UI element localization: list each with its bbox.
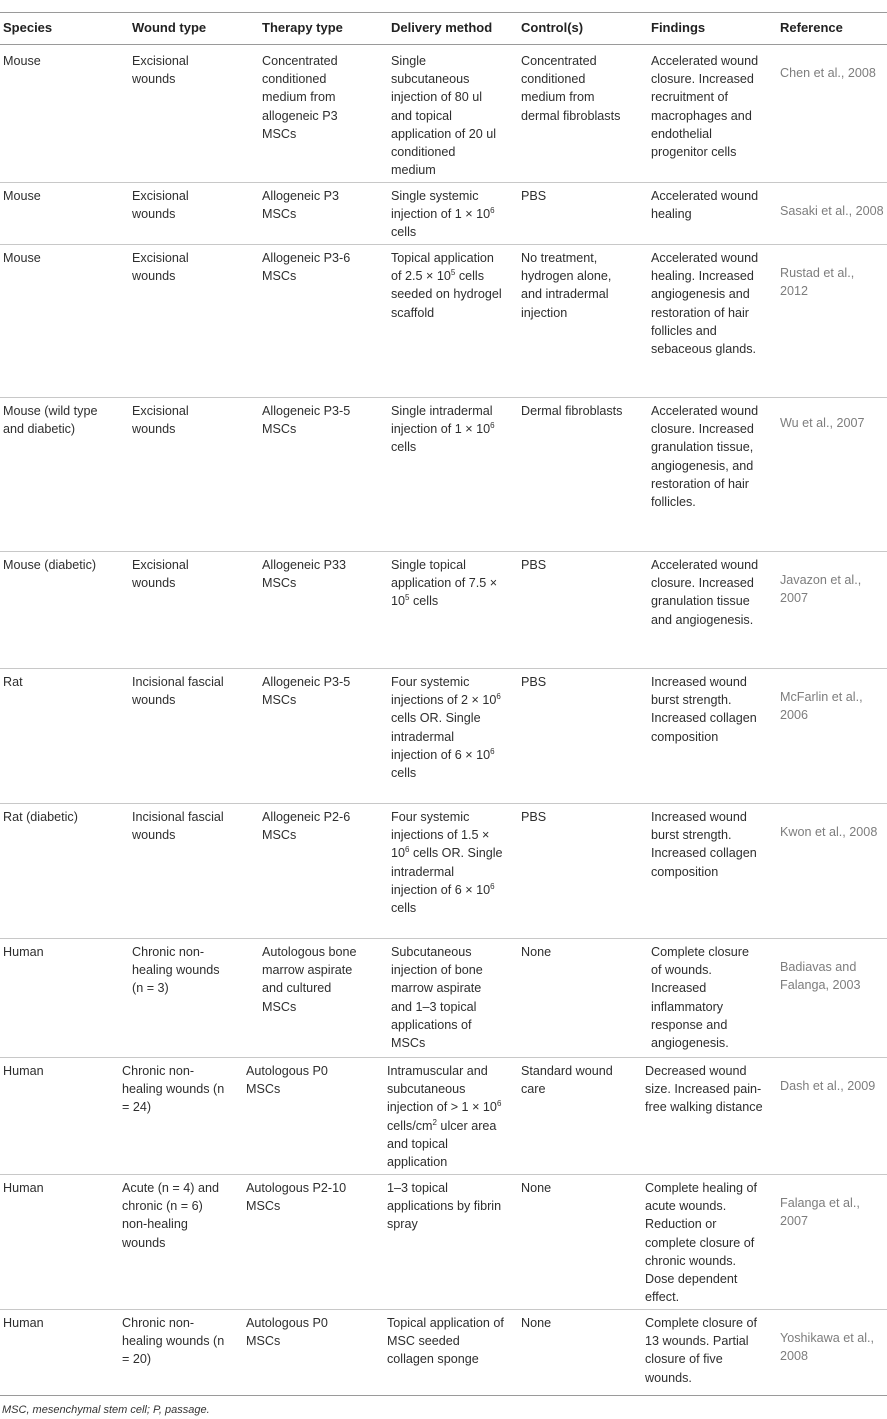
cell-findings: Complete healing of acute wounds. Reduction or complete closure of chronic wounds. Dose dependent effect. bbox=[645, 1181, 758, 1305]
cell-reference: Kwon et al., 2008 bbox=[780, 825, 878, 839]
cell-controls: Dermal fibroblasts bbox=[521, 404, 623, 418]
cell-therapy-type: Allogeneic P3-5 MSCs bbox=[262, 404, 351, 437]
cell-controls: PBS bbox=[521, 558, 547, 572]
cell-species: Human bbox=[3, 945, 44, 959]
cell-controls: No treatment, hydrogen alone, and intradermal injection bbox=[521, 251, 612, 320]
cell-species: Human bbox=[3, 1064, 44, 1078]
cell-controls: PBS bbox=[521, 189, 547, 203]
header-findings: Findings bbox=[651, 20, 706, 35]
cell-findings: Accelerated wound closure. Increased recruitment of macrophages and endothelial progenitor cells bbox=[651, 54, 759, 160]
cell-delivery-method: Four systemic injections of $1.5 \times 10^6$ cells OR. Single intradermal injection of $6 \times 10^6$ cells bbox=[391, 810, 503, 916]
cell-reference: Dash et al., 2009 bbox=[780, 1079, 876, 1093]
cell-wound-type: Acute (n = 4) and chronic (n = 6) non-healing wounds bbox=[122, 1181, 219, 1250]
cell-findings: Increased wound burst strength. Increased collagen composition bbox=[651, 810, 757, 879]
row-rule bbox=[0, 244, 887, 245]
cell-wound-type: Excisional wounds bbox=[132, 251, 189, 284]
cell-wound-type: Chronic non-healing wounds (n = 20) bbox=[122, 1316, 225, 1367]
cell-therapy-type: Allogeneic P33 MSCs bbox=[262, 558, 347, 591]
cell-delivery-method: Subcutaneous injection of bone marrow aspirate and 1–3 topical applications of MSCs bbox=[391, 945, 483, 1051]
cell-reference: Wu et al., 2007 bbox=[780, 416, 865, 430]
cell-wound-type: Excisional wounds bbox=[132, 54, 189, 87]
header-rule bbox=[0, 44, 887, 45]
cell-reference: McFarlin et al., 2006 bbox=[780, 690, 863, 723]
cell-reference: Yoshikawa et al., 2008 bbox=[780, 1331, 875, 1364]
table-top-rule bbox=[0, 12, 887, 13]
cell-reference: Javazon et al., 2007 bbox=[780, 573, 862, 606]
row-rule bbox=[0, 1174, 887, 1175]
cell-controls: Concentrated conditioned medium from dermal fibroblasts bbox=[521, 54, 621, 123]
cell-species: Mouse (wild type and diabetic) bbox=[3, 404, 98, 437]
cell-delivery-method: Topical application of MSC seeded collagen sponge bbox=[387, 1316, 504, 1367]
cell-findings: Decreased wound size. Increased pain-free walking distance bbox=[645, 1064, 763, 1115]
cell-findings: Increased wound burst strength. Increased collagen composition bbox=[651, 675, 757, 744]
cell-reference: Rustad et al., 2012 bbox=[780, 266, 855, 299]
header-delivery-method: Delivery method bbox=[391, 20, 493, 35]
row-rule bbox=[0, 1057, 887, 1058]
cell-controls: PBS bbox=[521, 675, 547, 689]
row-rule bbox=[0, 182, 887, 183]
table-footnote: MSC, mesenchymal stem cell; P, passage. bbox=[2, 1404, 210, 1416]
cell-wound-type: Chronic non-healing wounds (n = 3) bbox=[132, 945, 220, 996]
cell-controls: None bbox=[521, 1316, 552, 1330]
cell-reference: Sasaki et al., 2008 bbox=[780, 204, 884, 218]
cell-species: Human bbox=[3, 1181, 44, 1195]
cell-therapy-type: Allogeneic P3-6 MSCs bbox=[262, 251, 351, 284]
cell-wound-type: Incisional fascial wounds bbox=[132, 675, 224, 708]
cell-species: Mouse bbox=[3, 189, 41, 203]
cell-delivery-method: Four systemic injections of $2 \times 10^6$ cells OR. Single intradermal injection of $6 \times 10^6$ cells bbox=[391, 675, 501, 781]
row-rule bbox=[0, 551, 887, 552]
cell-findings: Accelerated wound healing. Increased angiogenesis and restoration of hair follicles and sebaceous glands. bbox=[651, 251, 759, 357]
cell-therapy-type: Allogeneic P2-6 MSCs bbox=[262, 810, 351, 843]
cell-findings: Accelerated wound healing bbox=[651, 189, 759, 222]
header-wound-type: Wound type bbox=[132, 20, 207, 35]
cell-wound-type: Chronic non-healing wounds (n = 24) bbox=[122, 1064, 225, 1115]
cell-controls: None bbox=[521, 945, 552, 959]
cell-delivery-method: Topical application of $2.5 \times 10^5$ cells seeded on hydrogel scaffold bbox=[391, 251, 502, 320]
cell-findings: Accelerated wound closure. Increased granulation tissue and angiogenesis. bbox=[651, 558, 759, 627]
cell-therapy-type: Autologous bone marrow aspirate and cultured MSCs bbox=[262, 945, 357, 1014]
cell-species: Rat (diabetic) bbox=[3, 810, 78, 824]
cell-therapy-type: Autologous P0 MSCs bbox=[246, 1064, 328, 1097]
cell-reference: Falanga et al., 2007 bbox=[780, 1196, 860, 1229]
cell-therapy-type: Allogeneic P3 MSCs bbox=[262, 189, 340, 222]
header-reference: Reference bbox=[780, 20, 843, 35]
cell-delivery-method: Single systemic injection of $1 \times 10^6$ cells bbox=[391, 189, 495, 240]
header-therapy-type: Therapy type bbox=[262, 20, 343, 35]
cell-species: Rat bbox=[3, 675, 23, 689]
cell-delivery-method: Single topical application of $7.5 \times 10^5$ cells bbox=[391, 558, 498, 609]
cell-findings: Complete closure of wounds. Increased inflammatory response and angiogenesis. bbox=[651, 945, 749, 1051]
cell-controls: PBS bbox=[521, 810, 547, 824]
row-rule bbox=[0, 1309, 887, 1310]
row-rule bbox=[0, 397, 887, 398]
cell-therapy-type: Autologous P2-10 MSCs bbox=[246, 1181, 347, 1214]
cell-wound-type: Incisional fascial wounds bbox=[132, 810, 224, 843]
cell-controls: None bbox=[521, 1181, 552, 1195]
cell-therapy-type: Autologous P0 MSCs bbox=[246, 1316, 328, 1349]
cell-findings: Complete closure of 13 wounds. Partial closure of five wounds. bbox=[645, 1316, 757, 1385]
cell-controls: Standard wound care bbox=[521, 1064, 613, 1097]
cell-therapy-type: Concentrated conditioned medium from allogeneic P3 MSCs bbox=[262, 54, 338, 141]
cell-findings: Accelerated wound closure. Increased granulation tissue, angiogenesis, and restoration of hair follicles. bbox=[651, 404, 759, 510]
cell-delivery-method: Single subcutaneous injection of 80 ul and topical application of 20 ul conditioned medium bbox=[391, 54, 497, 178]
row-rule bbox=[0, 803, 887, 804]
cell-species: Mouse bbox=[3, 251, 41, 265]
cell-species: Human bbox=[3, 1316, 44, 1330]
cell-therapy-type: Allogeneic P3-5 MSCs bbox=[262, 675, 351, 708]
cell-wound-type: Excisional wounds bbox=[132, 404, 189, 437]
cell-species: Mouse (diabetic) bbox=[3, 558, 97, 572]
cell-wound-type: Excisional wounds bbox=[132, 558, 189, 591]
row-rule bbox=[0, 668, 887, 669]
cell-delivery-method: Intramuscular and subcutaneous injection of > $1 \times 10^6$ cells/$cm^2$ ulcer area and topical application bbox=[387, 1064, 502, 1170]
table-bottom-rule bbox=[0, 1395, 887, 1396]
row-rule bbox=[0, 938, 887, 939]
cell-reference: Badiavas and Falanga, 2003 bbox=[780, 960, 861, 993]
cell-delivery-method: 1–3 topical applications by fibrin spray bbox=[387, 1181, 502, 1232]
cell-wound-type: Excisional wounds bbox=[132, 189, 189, 222]
cell-delivery-method: Single intradermal injection of $1 \times 10^6$ cells bbox=[391, 404, 495, 455]
header-species: Species bbox=[3, 20, 53, 35]
cell-reference: Chen et al., 2008 bbox=[780, 66, 876, 80]
header-controls: Control(s) bbox=[521, 20, 584, 35]
cell-species: Mouse bbox=[3, 54, 41, 68]
